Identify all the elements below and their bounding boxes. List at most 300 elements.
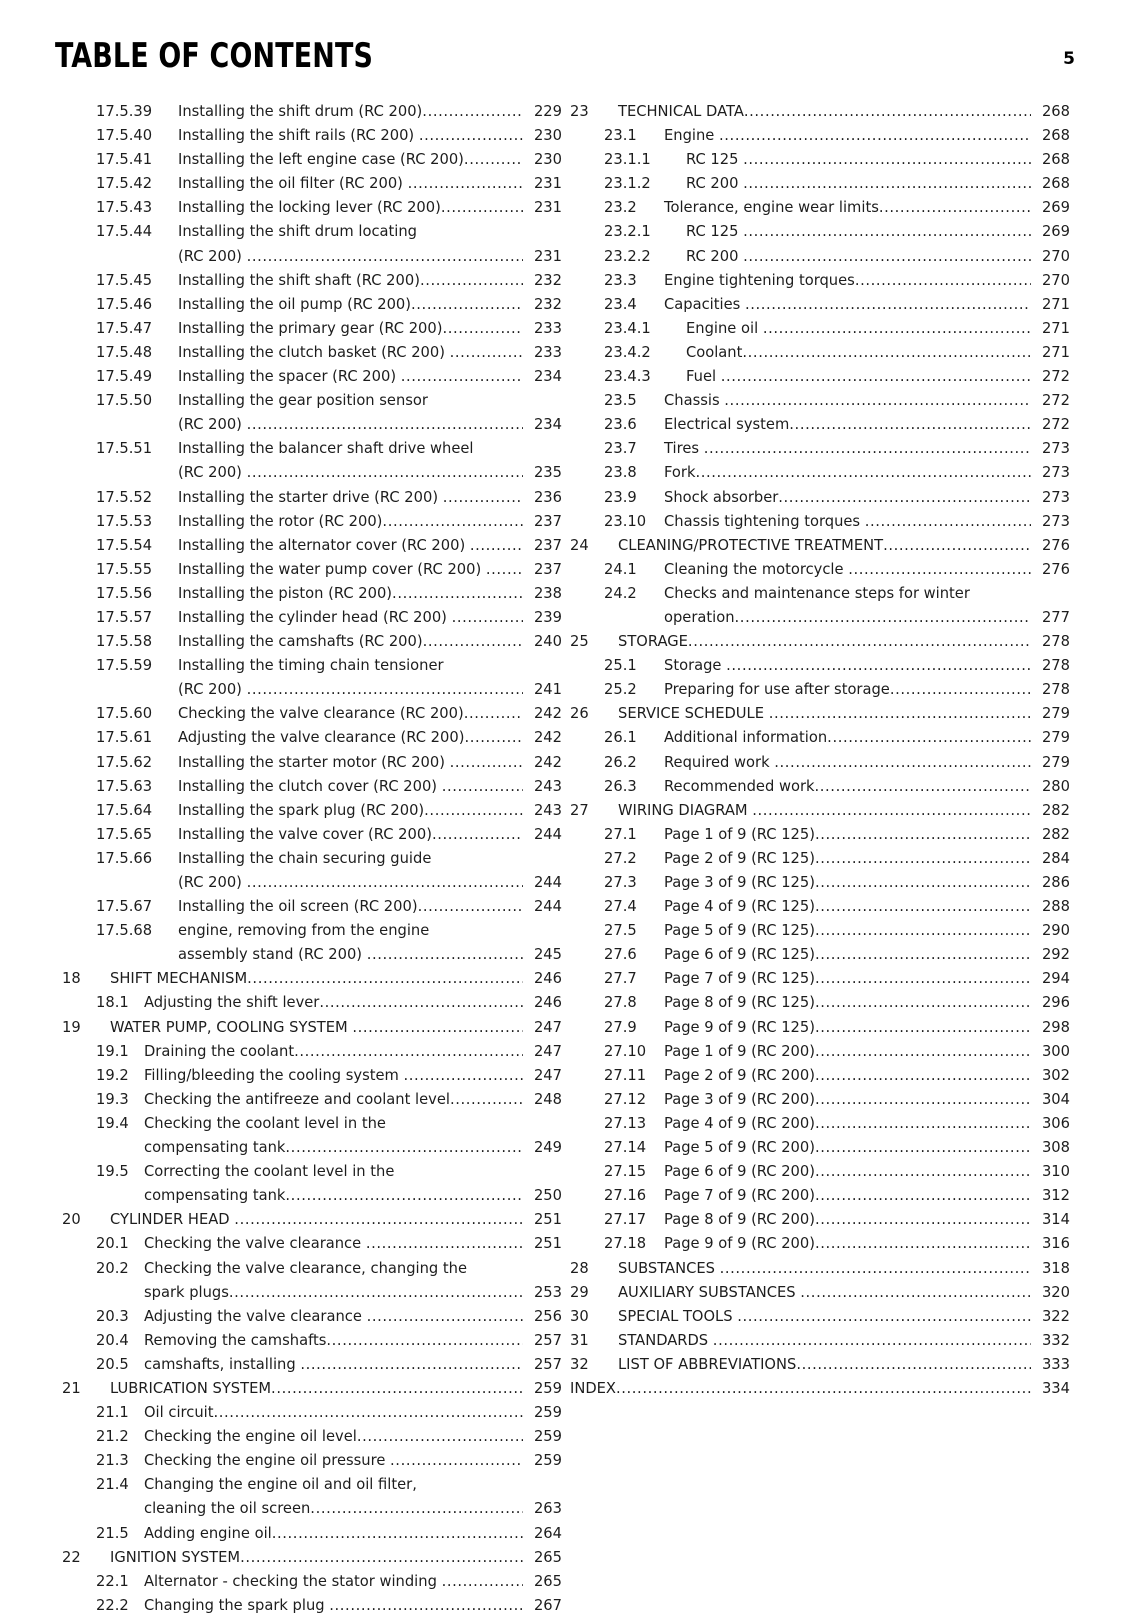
toc-entry-line xyxy=(110,1016,562,1040)
toc-entry-body xyxy=(618,1257,1070,1281)
toc-entry-number: 27.10 xyxy=(604,1042,647,1060)
toc-entry-body xyxy=(178,148,562,172)
toc-dot-leader xyxy=(865,510,1031,534)
toc-entry-title: spark plugs xyxy=(144,1283,229,1301)
toc-entry[interactable] xyxy=(570,919,1070,943)
toc-entry[interactable] xyxy=(570,510,1070,534)
toc-dot-leader xyxy=(815,1208,1031,1232)
toc-entry[interactable] xyxy=(62,172,562,196)
toc-entry-number: 25.1 xyxy=(604,657,637,675)
toc-entry[interactable] xyxy=(62,341,562,365)
toc-entry[interactable] xyxy=(570,245,1070,269)
toc-entry[interactable] xyxy=(570,534,1070,558)
toc-entry[interactable] xyxy=(570,726,1070,750)
toc-entry-page-number: 259 xyxy=(533,1379,562,1397)
toc-dot-leader xyxy=(815,1064,1031,1088)
toc-entry[interactable] xyxy=(62,726,562,750)
toc-entry-title: Page 5 of 9 (RC 125) xyxy=(664,922,815,940)
toc-entry[interactable] xyxy=(570,1353,1070,1377)
toc-entry-title: (RC 200) xyxy=(178,416,247,434)
toc-dot-leader xyxy=(743,172,1031,196)
toc-entry[interactable] xyxy=(62,1594,562,1618)
toc-entry[interactable] xyxy=(570,317,1070,341)
toc-entry[interactable] xyxy=(570,967,1070,991)
toc-entry[interactable] xyxy=(62,630,562,654)
toc-entry-page-number: 256 xyxy=(533,1307,562,1325)
toc-entry-number: 27.13 xyxy=(604,1114,647,1132)
toc-entry-number: 23.2.1 xyxy=(604,223,651,241)
toc-entry[interactable] xyxy=(570,220,1070,244)
toc-entry[interactable] xyxy=(62,269,562,293)
toc-dot-leader xyxy=(420,269,523,293)
toc-dot-leader xyxy=(247,413,523,437)
toc-dot-leader xyxy=(411,293,523,317)
toc-entry[interactable] xyxy=(62,751,562,775)
toc-entry-line xyxy=(144,1305,562,1329)
toc-entry-body xyxy=(664,365,1070,389)
toc-entry-number: 22.2 xyxy=(96,1596,129,1614)
toc-entry-title: SUBSTANCES xyxy=(618,1259,720,1277)
toc-entry-line xyxy=(664,220,1070,244)
toc-entry-title: LUBRICATION SYSTEM xyxy=(110,1379,272,1397)
toc-dot-leader xyxy=(815,1088,1031,1112)
toc-entry[interactable] xyxy=(62,1473,562,1521)
toc-entry[interactable] xyxy=(570,799,1070,823)
toc-entry-line xyxy=(144,1040,562,1064)
toc-entry-title: Engine xyxy=(664,127,720,145)
toc-entry[interactable] xyxy=(570,630,1070,654)
toc-entry-line xyxy=(664,293,1070,317)
toc-entry-number: 17.5.64 xyxy=(96,801,153,819)
toc-entry[interactable] xyxy=(62,1522,562,1546)
toc-entry-line xyxy=(570,1377,1070,1401)
toc-entry-title: RC 125 xyxy=(686,223,744,241)
toc-dot-leader xyxy=(815,1040,1031,1064)
toc-entry-page-number: 251 xyxy=(533,1211,562,1229)
toc-entry-page-number: 237 xyxy=(533,560,562,578)
toc-entry-page-number: 259 xyxy=(533,1452,562,1470)
toc-entry-body xyxy=(664,1040,1070,1064)
toc-entry-line xyxy=(144,1473,562,1497)
toc-entry-title: Storage xyxy=(664,657,727,675)
toc-entry-line xyxy=(664,1064,1070,1088)
toc-entry-page-number: 237 xyxy=(533,536,562,554)
toc-entry[interactable] xyxy=(62,293,562,317)
toc-entry[interactable] xyxy=(570,558,1070,582)
toc-entry-page-number: 278 xyxy=(1041,681,1070,699)
toc-entry[interactable] xyxy=(62,510,562,534)
toc-entry-number: 25.2 xyxy=(604,681,637,699)
toc-entry[interactable] xyxy=(62,1016,562,1040)
toc-entry[interactable] xyxy=(62,1088,562,1112)
toc-dot-leader xyxy=(721,365,1031,389)
toc-entry-number: 27.15 xyxy=(604,1163,647,1181)
toc-entry-page-number: 242 xyxy=(533,705,562,723)
toc-entry-line xyxy=(144,1064,562,1088)
toc-entry-number: 24 xyxy=(570,536,589,554)
toc-dot-leader xyxy=(815,895,1031,919)
toc-dot-leader xyxy=(247,245,523,269)
toc-entry[interactable] xyxy=(62,1425,562,1449)
toc-entry[interactable] xyxy=(62,702,562,726)
toc-entry-number: 23.5 xyxy=(604,392,637,410)
toc-dot-leader xyxy=(848,558,1031,582)
toc-entry-title: Installing the alternator cover (RC 200) xyxy=(178,536,470,554)
toc-entry-page-number: 250 xyxy=(533,1187,562,1205)
toc-entry[interactable] xyxy=(570,1112,1070,1136)
toc-dot-leader xyxy=(247,871,523,895)
toc-entry-number: 23.4 xyxy=(604,295,637,313)
toc-entry[interactable] xyxy=(62,220,562,268)
toc-entry-number: 17.5.55 xyxy=(96,560,153,578)
toc-entry-title: Checking the valve clearance, changing the xyxy=(144,1259,467,1277)
toc-entry-line xyxy=(664,751,1070,775)
toc-entry-title: Page 4 of 9 (RC 200) xyxy=(664,1114,815,1132)
toc-entry-line xyxy=(618,630,1070,654)
toc-entry-line xyxy=(664,678,1070,702)
toc-entry[interactable] xyxy=(62,1329,562,1353)
toc-entry-body xyxy=(618,1329,1070,1353)
toc-dot-leader xyxy=(285,1184,523,1208)
toc-entry[interactable] xyxy=(62,365,562,389)
toc-entry[interactable] xyxy=(62,1401,562,1425)
toc-entry[interactable] xyxy=(570,1232,1070,1256)
toc-entry[interactable] xyxy=(62,558,562,582)
toc-dot-leader xyxy=(815,1016,1031,1040)
toc-entry-title: LIST OF ABBREVIATIONS xyxy=(618,1355,797,1373)
toc-dot-leader xyxy=(815,823,1031,847)
toc-entry-line xyxy=(664,486,1070,510)
toc-entry[interactable] xyxy=(62,1208,562,1232)
toc-entry-title: Page 6 of 9 (RC 200) xyxy=(664,1163,815,1181)
toc-entry-page-number: 244 xyxy=(533,825,562,843)
toc-entry-title: Installing the water pump cover (RC 200) xyxy=(178,560,486,578)
toc-entry[interactable] xyxy=(570,823,1070,847)
toc-entry-title: Tolerance, engine wear limits xyxy=(664,199,879,217)
toc-entry-line xyxy=(664,196,1070,220)
toc-entry[interactable] xyxy=(570,389,1070,413)
toc-entry-body xyxy=(178,220,562,268)
toc-dot-leader xyxy=(737,1305,1031,1329)
toc-entry[interactable] xyxy=(570,148,1070,172)
toc-entry-number: 21.1 xyxy=(96,1404,129,1422)
toc-entry-number: 17.5.50 xyxy=(96,392,153,410)
toc-entry[interactable] xyxy=(62,775,562,799)
toc-entry-body xyxy=(664,1088,1070,1112)
toc-dot-leader xyxy=(752,799,1031,823)
toc-dot-leader xyxy=(815,1136,1031,1160)
toc-entry-title: Installing the camshafts (RC 200) xyxy=(178,633,423,651)
toc-entry[interactable] xyxy=(570,1136,1070,1160)
toc-entry-body xyxy=(664,317,1070,341)
toc-entry[interactable] xyxy=(62,124,562,148)
toc-entry-number: 23.2.2 xyxy=(604,247,651,265)
page-title: TABLE OF CONTENTS xyxy=(55,36,374,76)
toc-entry-title: Installing the cylinder head (RC 200) xyxy=(178,608,452,626)
toc-entry[interactable] xyxy=(570,1064,1070,1088)
toc-entry-line xyxy=(664,606,1070,630)
toc-entry-title: Adjusting the shift lever xyxy=(144,994,320,1012)
toc-entry-number: 23.1.2 xyxy=(604,175,651,193)
toc-entry[interactable] xyxy=(62,317,562,341)
toc-entry[interactable] xyxy=(570,1016,1070,1040)
toc-entry-page-number: 243 xyxy=(533,777,562,795)
toc-entry-page-number: 273 xyxy=(1041,512,1070,530)
toc-entry-page-number: 241 xyxy=(533,681,562,699)
toc-entry[interactable] xyxy=(570,943,1070,967)
toc-entry-line xyxy=(178,510,562,534)
toc-entry[interactable] xyxy=(62,1377,562,1401)
toc-entry[interactable] xyxy=(570,1088,1070,1112)
toc-entry-body xyxy=(144,1232,562,1256)
toc-entry-body xyxy=(110,967,562,991)
toc-entry-number: 21.2 xyxy=(96,1428,129,1446)
toc-entry-page-number: 318 xyxy=(1041,1259,1070,1277)
folio-page-number: 5 xyxy=(1063,49,1075,69)
toc-entry-title: engine, removing from the engine xyxy=(178,922,430,940)
toc-entry-line xyxy=(664,558,1070,582)
toc-entry-page-number: 312 xyxy=(1041,1187,1070,1205)
toc-entry[interactable] xyxy=(570,1305,1070,1329)
toc-entry-page-number: 276 xyxy=(1041,536,1070,554)
toc-entry-title: Page 9 of 9 (RC 200) xyxy=(664,1235,815,1253)
toc-entry-line xyxy=(664,967,1070,991)
toc-entry[interactable] xyxy=(570,437,1070,461)
toc-entry-number: 19.1 xyxy=(96,1042,129,1060)
toc-entry[interactable] xyxy=(62,1160,562,1208)
toc-entry[interactable] xyxy=(570,196,1070,220)
toc-entry-title: Installing the chain securing guide xyxy=(178,849,432,867)
toc-entry-page-number: 230 xyxy=(533,127,562,145)
toc-entry-body xyxy=(144,1088,562,1112)
toc-entry[interactable] xyxy=(570,293,1070,317)
toc-entry-line xyxy=(618,534,1070,558)
toc-entry[interactable] xyxy=(62,847,562,895)
toc-entry[interactable] xyxy=(570,461,1070,485)
toc-entry-line xyxy=(178,678,562,702)
toc-entry[interactable] xyxy=(570,702,1070,726)
toc-dot-leader xyxy=(294,1040,523,1064)
toc-entry-body xyxy=(144,1160,562,1208)
toc-dot-leader xyxy=(247,678,523,702)
toc-entry[interactable] xyxy=(62,196,562,220)
toc-entry[interactable] xyxy=(570,654,1070,678)
toc-entry[interactable] xyxy=(62,1449,562,1473)
toc-entry[interactable] xyxy=(62,437,562,485)
toc-entry-number: 17.5.46 xyxy=(96,295,153,313)
toc-entry-page-number: 248 xyxy=(533,1090,562,1108)
toc-entry[interactable] xyxy=(570,1281,1070,1305)
toc-entry[interactable] xyxy=(570,486,1070,510)
toc-entry[interactable] xyxy=(62,582,562,606)
toc-entry-title: Adding engine oil xyxy=(144,1524,272,1542)
toc-entry[interactable] xyxy=(570,341,1070,365)
toc-entry-body xyxy=(664,943,1070,967)
toc-entry-number: 18 xyxy=(62,970,81,988)
toc-entry[interactable] xyxy=(62,967,562,991)
toc-entry-body xyxy=(144,1112,562,1160)
toc-entry-number: 27.1 xyxy=(604,825,637,843)
toc-dot-leader xyxy=(796,1353,1031,1377)
toc-entry-title: Installing the piston (RC 200) xyxy=(178,584,393,602)
toc-entry-line xyxy=(664,437,1070,461)
toc-dot-leader xyxy=(450,751,523,775)
toc-entry-body xyxy=(618,702,1070,726)
toc-entry[interactable] xyxy=(62,1112,562,1160)
toc-entry-body xyxy=(664,1184,1070,1208)
toc-entry-page-number: 270 xyxy=(1041,271,1070,289)
toc-entry[interactable] xyxy=(570,1040,1070,1064)
toc-entry[interactable] xyxy=(570,1208,1070,1232)
toc-entry[interactable] xyxy=(62,919,562,967)
toc-entry-body xyxy=(178,895,562,919)
toc-entry-line xyxy=(144,1232,562,1256)
toc-entry[interactable] xyxy=(570,269,1070,293)
toc-entry-title: camshafts, installing xyxy=(144,1355,301,1373)
toc-entry-title: Installing the primary gear (RC 200) xyxy=(178,319,443,337)
toc-entry[interactable] xyxy=(570,1184,1070,1208)
toc-entry-title: Installing the starter drive (RC 200) xyxy=(178,488,443,506)
toc-entry-number: 26 xyxy=(570,705,589,723)
toc-entry-line xyxy=(178,751,562,775)
toc-entry[interactable] xyxy=(570,1160,1070,1184)
toc-entry[interactable] xyxy=(62,606,562,630)
toc-entry-number: 17.5.49 xyxy=(96,368,153,386)
toc-entry-body xyxy=(664,775,1070,799)
toc-entry[interactable] xyxy=(62,823,562,847)
toc-entry-body xyxy=(664,751,1070,775)
toc-entry-number: 27.6 xyxy=(604,946,637,964)
toc-entry-page-number: 272 xyxy=(1041,392,1070,410)
toc-entry-number: 24.1 xyxy=(604,560,637,578)
toc-entry-page-number: 316 xyxy=(1041,1235,1070,1253)
toc-entry-title: Page 8 of 9 (RC 125) xyxy=(664,994,815,1012)
toc-entry-title: operation xyxy=(664,608,735,626)
toc-entry[interactable] xyxy=(62,1353,562,1377)
toc-entry[interactable] xyxy=(570,991,1070,1015)
toc-entry[interactable] xyxy=(570,100,1070,124)
toc-entry-line xyxy=(664,269,1070,293)
toc-entry-page-number: 310 xyxy=(1041,1163,1070,1181)
toc-dot-leader xyxy=(247,461,523,485)
toc-entry-page-number: 279 xyxy=(1041,705,1070,723)
toc-entry[interactable] xyxy=(62,1232,562,1256)
toc-entry[interactable] xyxy=(570,1257,1070,1281)
toc-entry[interactable] xyxy=(62,799,562,823)
toc-entry-body xyxy=(664,1112,1070,1136)
toc-entry-number: 20.1 xyxy=(96,1235,129,1253)
toc-entry-body xyxy=(178,100,562,124)
toc-entry[interactable] xyxy=(62,1546,562,1570)
toc-entry-body xyxy=(178,751,562,775)
toc-entry[interactable] xyxy=(570,751,1070,775)
toc-entry-title: Preparing for use after storage xyxy=(664,681,890,699)
toc-entry[interactable] xyxy=(62,1040,562,1064)
toc-dot-leader xyxy=(419,124,523,148)
toc-entry-page-number: 231 xyxy=(533,175,562,193)
toc-entry[interactable] xyxy=(62,389,562,437)
toc-entry[interactable] xyxy=(62,1305,562,1329)
toc-entry-body xyxy=(178,124,562,148)
toc-entry-title: Checking the engine oil pressure xyxy=(144,1452,391,1470)
toc-entry-body xyxy=(178,702,562,726)
toc-dot-leader xyxy=(815,1184,1031,1208)
toc-entry-line xyxy=(144,1257,562,1281)
toc-entry-body xyxy=(178,799,562,823)
toc-entry-page-number: 282 xyxy=(1041,801,1070,819)
toc-dot-leader xyxy=(408,172,523,196)
toc-entry-title: Page 8 of 9 (RC 200) xyxy=(664,1211,815,1229)
toc-entry-page-number: 233 xyxy=(533,319,562,337)
toc-entry[interactable] xyxy=(62,534,562,558)
toc-entry-line xyxy=(664,895,1070,919)
toc-entry[interactable] xyxy=(570,365,1070,389)
toc-entry-page-number: 273 xyxy=(1041,440,1070,458)
toc-entry[interactable] xyxy=(570,895,1070,919)
toc-dot-leader xyxy=(815,919,1031,943)
toc-entry-title: INDEX xyxy=(570,1379,616,1397)
toc-entry[interactable] xyxy=(62,486,562,510)
toc-entry-number: 17.5.61 xyxy=(96,729,153,747)
toc-entry[interactable] xyxy=(62,148,562,172)
toc-dot-leader xyxy=(319,991,523,1015)
toc-entry[interactable] xyxy=(570,124,1070,148)
toc-entry-line xyxy=(618,1329,1070,1353)
toc-entry-page-number: 247 xyxy=(533,1066,562,1084)
toc-entry[interactable] xyxy=(570,582,1070,630)
toc-dot-leader xyxy=(688,630,1031,654)
toc-entry-title: Required work xyxy=(664,753,775,771)
toc-entry[interactable] xyxy=(570,1377,1070,1401)
toc-entry-page-number: 236 xyxy=(533,488,562,506)
toc-entry-number: 22 xyxy=(62,1548,81,1566)
toc-entry[interactable] xyxy=(570,847,1070,871)
toc-entry[interactable] xyxy=(570,413,1070,437)
toc-entry-line xyxy=(664,775,1070,799)
toc-entry[interactable] xyxy=(570,678,1070,702)
toc-entry-page-number: 278 xyxy=(1041,633,1070,651)
toc-entry-title: STANDARDS xyxy=(618,1331,713,1349)
toc-entry[interactable] xyxy=(62,1570,562,1594)
toc-entry[interactable] xyxy=(570,1329,1070,1353)
toc-entry-body xyxy=(178,654,562,702)
toc-entry-page-number: 231 xyxy=(533,199,562,217)
toc-entry-title: Fuel xyxy=(686,368,721,386)
toc-entry-title: Installing the valve cover (RC 200) xyxy=(178,825,432,843)
toc-entry[interactable] xyxy=(62,895,562,919)
toc-entry[interactable] xyxy=(570,871,1070,895)
toc-entry[interactable] xyxy=(62,100,562,124)
toc-entry-body xyxy=(110,1016,562,1040)
toc-entry[interactable] xyxy=(570,172,1070,196)
toc-entry[interactable] xyxy=(62,1257,562,1305)
toc-entry[interactable] xyxy=(570,775,1070,799)
toc-entry-line xyxy=(144,1522,562,1546)
toc-entry-title: Filling/bleeding the cooling system xyxy=(144,1066,404,1084)
toc-entry-number: 31 xyxy=(570,1331,589,1349)
toc-dot-leader xyxy=(763,317,1031,341)
toc-entry-body xyxy=(664,172,1070,196)
toc-entry[interactable] xyxy=(62,991,562,1015)
toc-entry-page-number: 264 xyxy=(533,1524,562,1542)
toc-entry-page-number: 333 xyxy=(1041,1355,1070,1373)
toc-entry-body xyxy=(664,413,1070,437)
toc-entry-body xyxy=(144,1305,562,1329)
toc-entry-line xyxy=(144,1449,562,1473)
toc-dot-leader xyxy=(486,558,523,582)
toc-entry[interactable] xyxy=(62,654,562,702)
toc-entry[interactable] xyxy=(62,1064,562,1088)
